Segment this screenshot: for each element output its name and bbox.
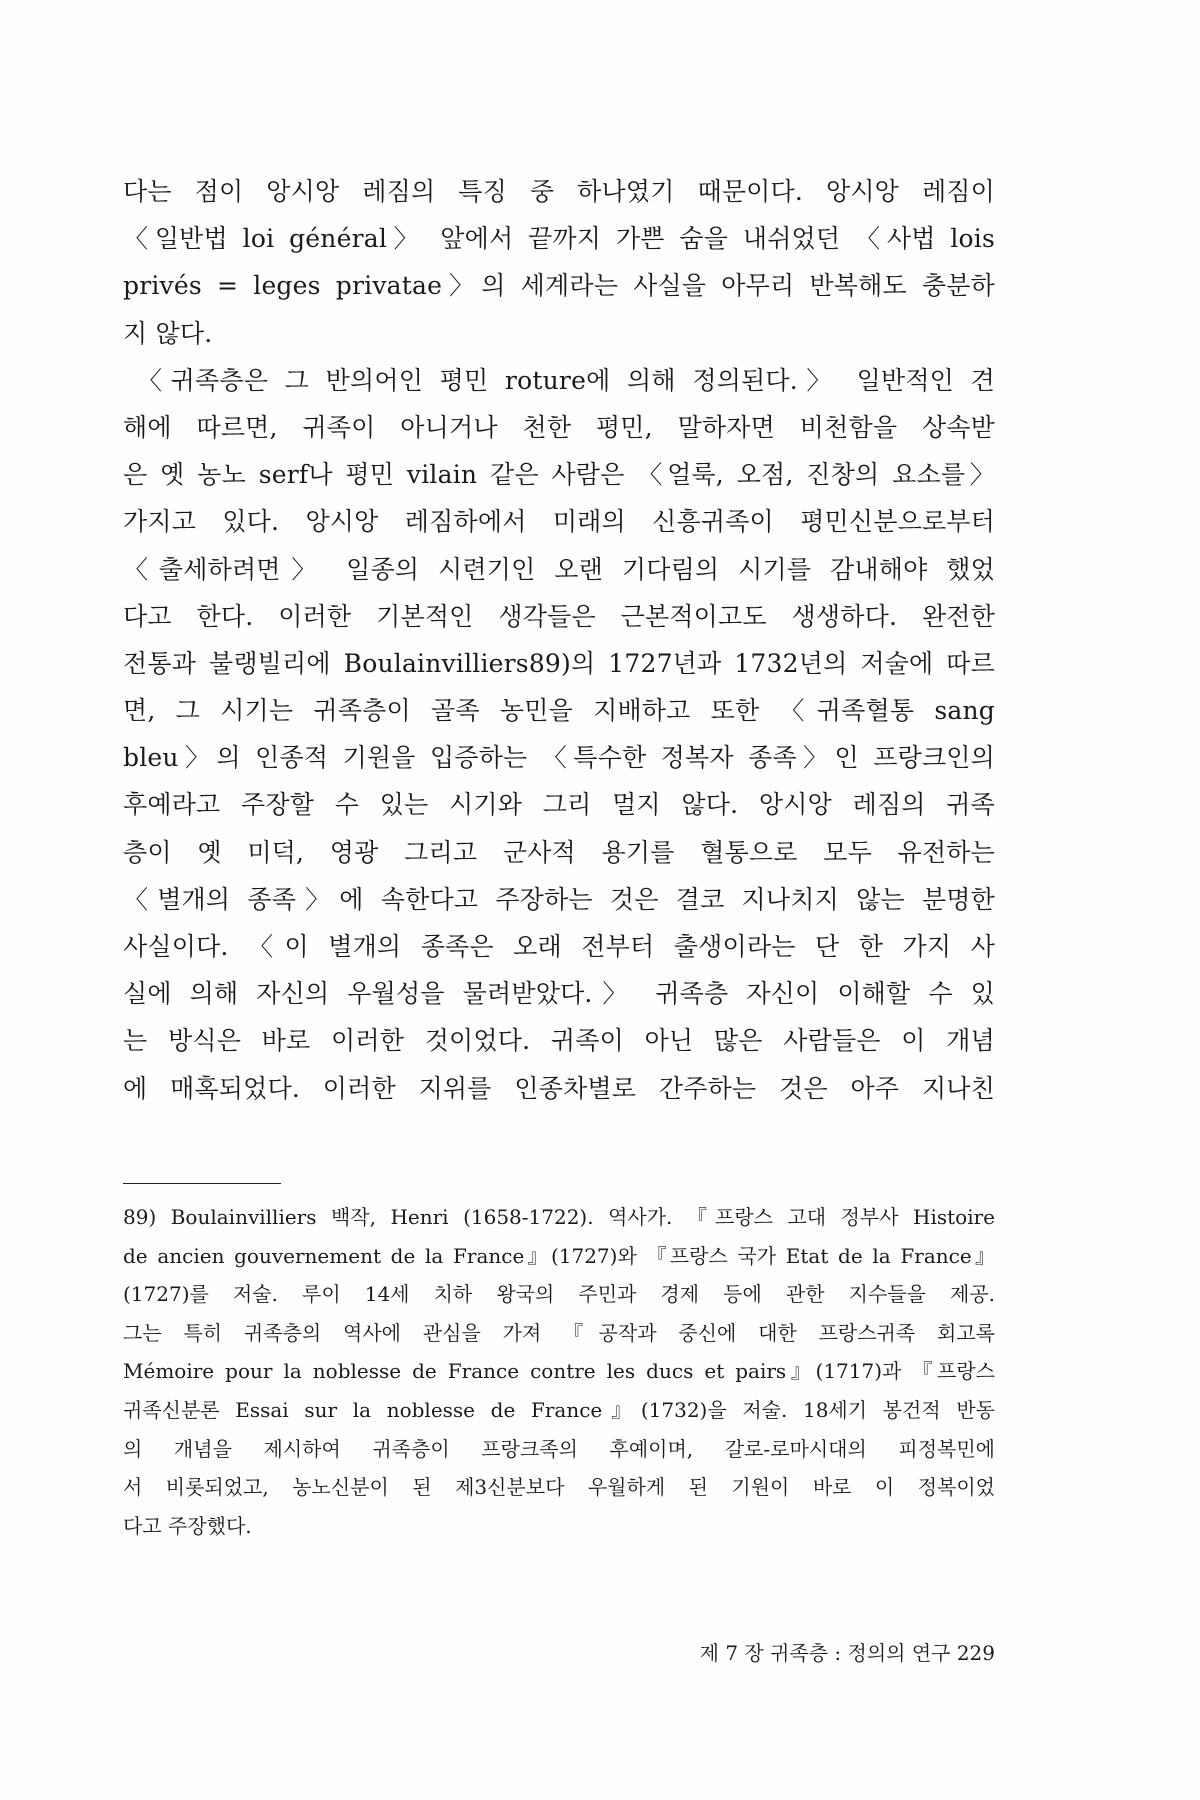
- text-line: privés = leges privatae〉의 세계라는 사실을 아무리 반복해도 충분하: [123, 271, 995, 301]
- text-line: 〈귀족층은 그 반의어인 평민 roture에 의해 정의된다.〉 일반적인 견: [137, 365, 995, 395]
- footnote-line: (1727)를 저술. 루이 14세 치하 왕국의 주민과 경제 등에 관한 지수들을 제공.: [123, 1282, 995, 1307]
- footnote-line: Mémoire pour la noblesse de France contre les ducs et pairs』(1717)과 『프랑스: [123, 1359, 995, 1384]
- text-line: 〈일반법 loi général〉 앞에서 끝까지 가쁜 숨을 내쉬었던 〈사법 lois: [123, 224, 995, 254]
- footnote-line: 서 비롯되었고, 농노신분이 된 제3신분보다 우월하게 된 기원이 바로 이 정복이었: [123, 1475, 995, 1500]
- footnote-line: 그는 특히 귀족층의 역사에 관심을 가져 『공작과 중신에 대한 프랑스귀족 회고록: [123, 1320, 995, 1345]
- text-line: 사실이다. 〈이 별개의 종족은 오래 전부터 출생이라는 단 한 가지 사: [123, 932, 995, 961]
- footnote-line: 의 개념을 제시하여 귀족층이 프랑크족의 후예이며, 갈로-로마시대의 피정복민에: [123, 1436, 995, 1461]
- footnote-line: 귀족신분론 Essai sur la noblesse de France』(1732)을 저술. 18세기 봉건적 반동: [123, 1397, 995, 1422]
- footnote-line: de ancien gouvernement de la France』(1727)와 『프랑스 국가 Etat de la France』: [123, 1243, 995, 1268]
- text-line: 해에 따르면, 귀족이 아니거나 천한 평민, 말하자면 비천함을 상속받: [123, 412, 995, 442]
- text-line: 면, 그 시기는 귀족층이 골족 농민을 지배하고 또한 〈귀족혈통 sang: [123, 696, 995, 726]
- footnote-line: 89) Boulainvilliers 백작, Henri (1658-1722). 역사가. 『프랑스 고대 정부사 Histoire: [123, 1205, 995, 1229]
- text-line: 층이 옛 미덕, 영광 그리고 군사적 용기를 혈통으로 모두 유전하는: [123, 837, 995, 867]
- text-line: 〈별개의 종족〉에 속한다고 주장하는 것은 결코 지나치지 않는 분명한: [123, 884, 995, 914]
- text-line: 은 옛 농노 serf나 평민 vilain 같은 사람은 〈얼룩, 오점, 진창의 요소를〉: [123, 460, 995, 490]
- text-line: 는 방식은 바로 이러한 것이었다. 귀족이 아닌 많은 사람들은 이 개념: [123, 1026, 995, 1056]
- body-text: [123, 168, 995, 1112]
- text-line: 〈출세하려면〉 일종의 시련기인 오랜 기다림의 시기를 감내해야 했었: [123, 554, 995, 584]
- text-line: bleu〉의 인종적 기원을 입증하는 〈특수한 정복자 종족〉인 프랑크인의: [123, 743, 995, 773]
- text-line: 에 매혹되었다. 이러한 지위를 인종차별로 간주하는 것은 아주 지나친: [123, 1073, 995, 1103]
- text-line: 가지고 있다. 앙시앙 레짐하에서 미래의 신흥귀족이 평민신분으로부터: [123, 507, 995, 537]
- text-line: 지 않다.: [123, 318, 213, 348]
- footnote-divider: [123, 1183, 281, 1184]
- footnote-block: [123, 1198, 995, 1545]
- text-line: 후예라고 주장할 수 있는 시기와 그리 멀지 않다. 앙시앙 레짐의 귀족: [123, 790, 995, 820]
- running-footer: 제 7 장 귀족층 : 정의의 연구 229: [699, 1641, 995, 1665]
- text-line: 다는 점이 앙시앙 레짐의 특징 중 하나였기 때문이다. 앙시앙 레짐이: [123, 177, 995, 206]
- text-line: 전통과 불랭빌리에 Boulainvilliers89)의 1727년과 1732년의 저술에 따르: [123, 648, 995, 678]
- text-line: 다고 한다. 이러한 기본적인 생각들은 근본적이고도 생생하다. 완전한: [123, 601, 995, 631]
- footnote-line: 다고 주장했다.: [123, 1513, 252, 1538]
- text-line: 실에 의해 자신의 우월성을 물려받았다.〉 귀족층 자신이 이해할 수 있: [123, 979, 995, 1009]
